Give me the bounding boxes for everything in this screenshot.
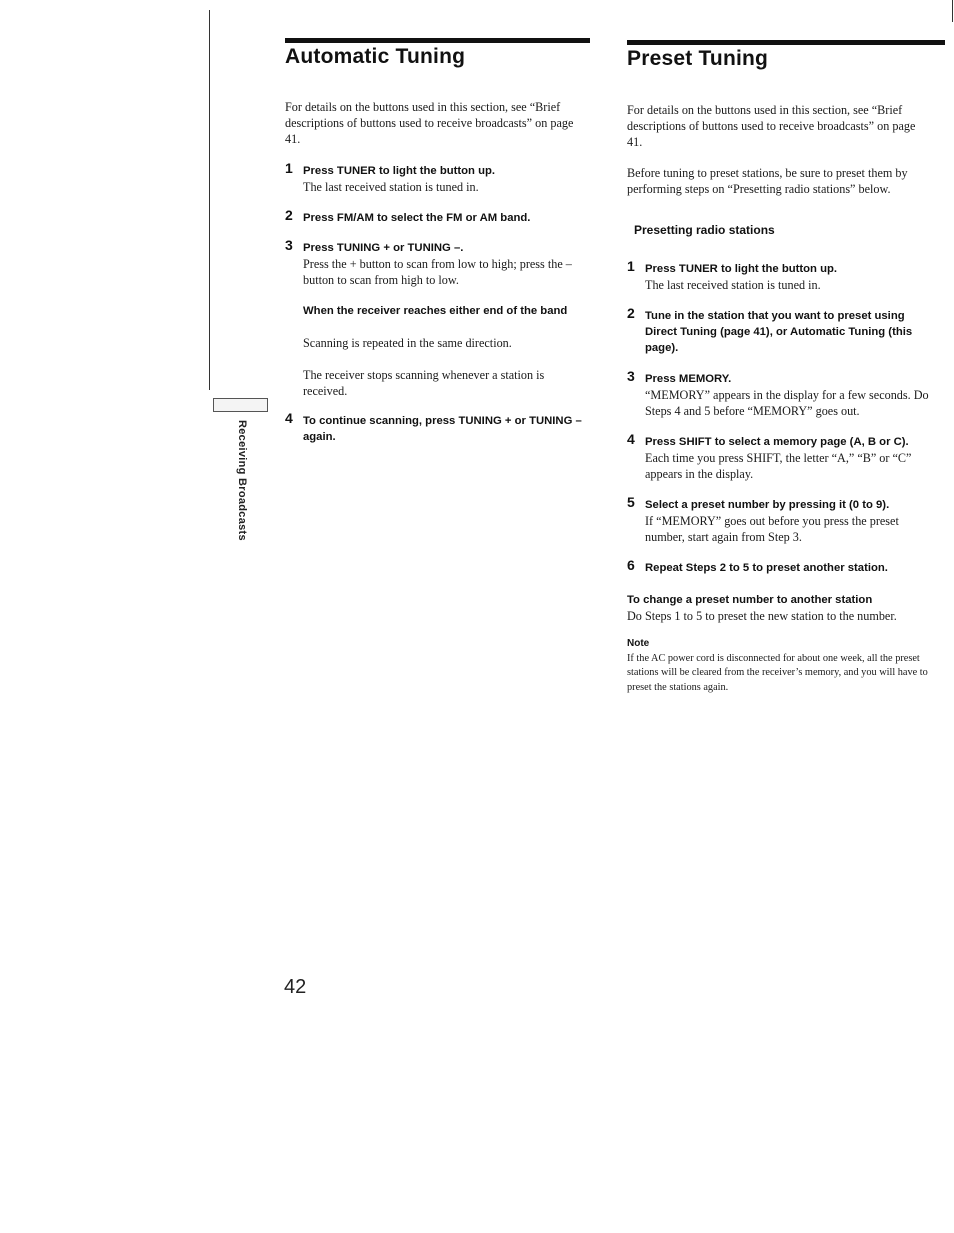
step-1: 1 Press TUNER to light the button up. The last received station is tuned in. [285,160,496,194]
intro-text: For details on the buttons used in this section, see “Brief descriptions of buttons used to receive broadcasts” on page 41. [627,103,916,149]
stop-scanning-text: The receiver stops scanning whenever a station is received. [303,368,545,398]
change-preset-text: Do Steps 1 to 5 to preset the new station to the number. [627,609,897,623]
intro-text: For details on the buttons used in this section, see “Brief descriptions of buttons used to receive broadcasts” on page 41. [285,100,574,146]
band-end-heading: When the receiver reaches either end of the band [303,305,568,317]
step-1: 1 Press TUNER to light the button up. The last received station is tuned in. [627,258,838,292]
step-3: 3 Press MEMORY. “MEMORY” appears in the display for a few seconds. Do Steps 4 and 5 before “MEMORY” goes out. [627,368,929,418]
note-text: If the AC power cord is disconnected for about one week, all the preset stations will be cleared from the receiver’s memory, and you will have to preset the stations again. [627,653,928,693]
title-rule [627,40,945,45]
page-edge-line [952,0,953,22]
step-3: 3 Press TUNING + or TUNING –. Press the + button to scan from low to high; press the – button to scan from high to low. [285,237,572,287]
section-tab [213,398,268,412]
step-2: 2 Tune in the station that you want to preset using Direct Tuning (page 41), or Automatic Tuning (this page). [627,305,913,354]
page-title-automatic-tuning: Automatic Tuning [285,45,466,68]
step-5: 5 Select a preset number by pressing it (0 to 9). If “MEMORY” goes out before you press the preset number, start again from Step 3. [627,494,899,544]
note-heading: Note [627,638,650,649]
before-tuning-text: Before tuning to preset stations, be sure to preset them by performing steps on “Presetting radio stations” below. [627,166,908,196]
step-2: 2 Press FM/AM to select the FM or AM band. [285,207,531,224]
page-number: 42 [284,976,307,998]
band-end-text: Scanning is repeated in the same direction. [303,336,512,350]
change-preset-heading: To change a preset number to another station [627,594,873,606]
presetting-heading: Presetting radio stations [634,223,775,237]
step-6: 6 Repeat Steps 2 to 5 to preset another station. [627,557,888,574]
step-4: 4 Press SHIFT to select a memory page (A, B or C). Each time you press SHIFT, the letter “A,” “B” or “C” appears in the display. [627,431,912,481]
margin-line [209,10,210,390]
step-4: 4 To continue scanning, press TUNING + or TUNING – again. [285,410,582,443]
page-title-preset-tuning: Preset Tuning [627,47,769,70]
title-rule [285,38,590,43]
side-section-label: Receiving Broadcasts [236,420,248,541]
